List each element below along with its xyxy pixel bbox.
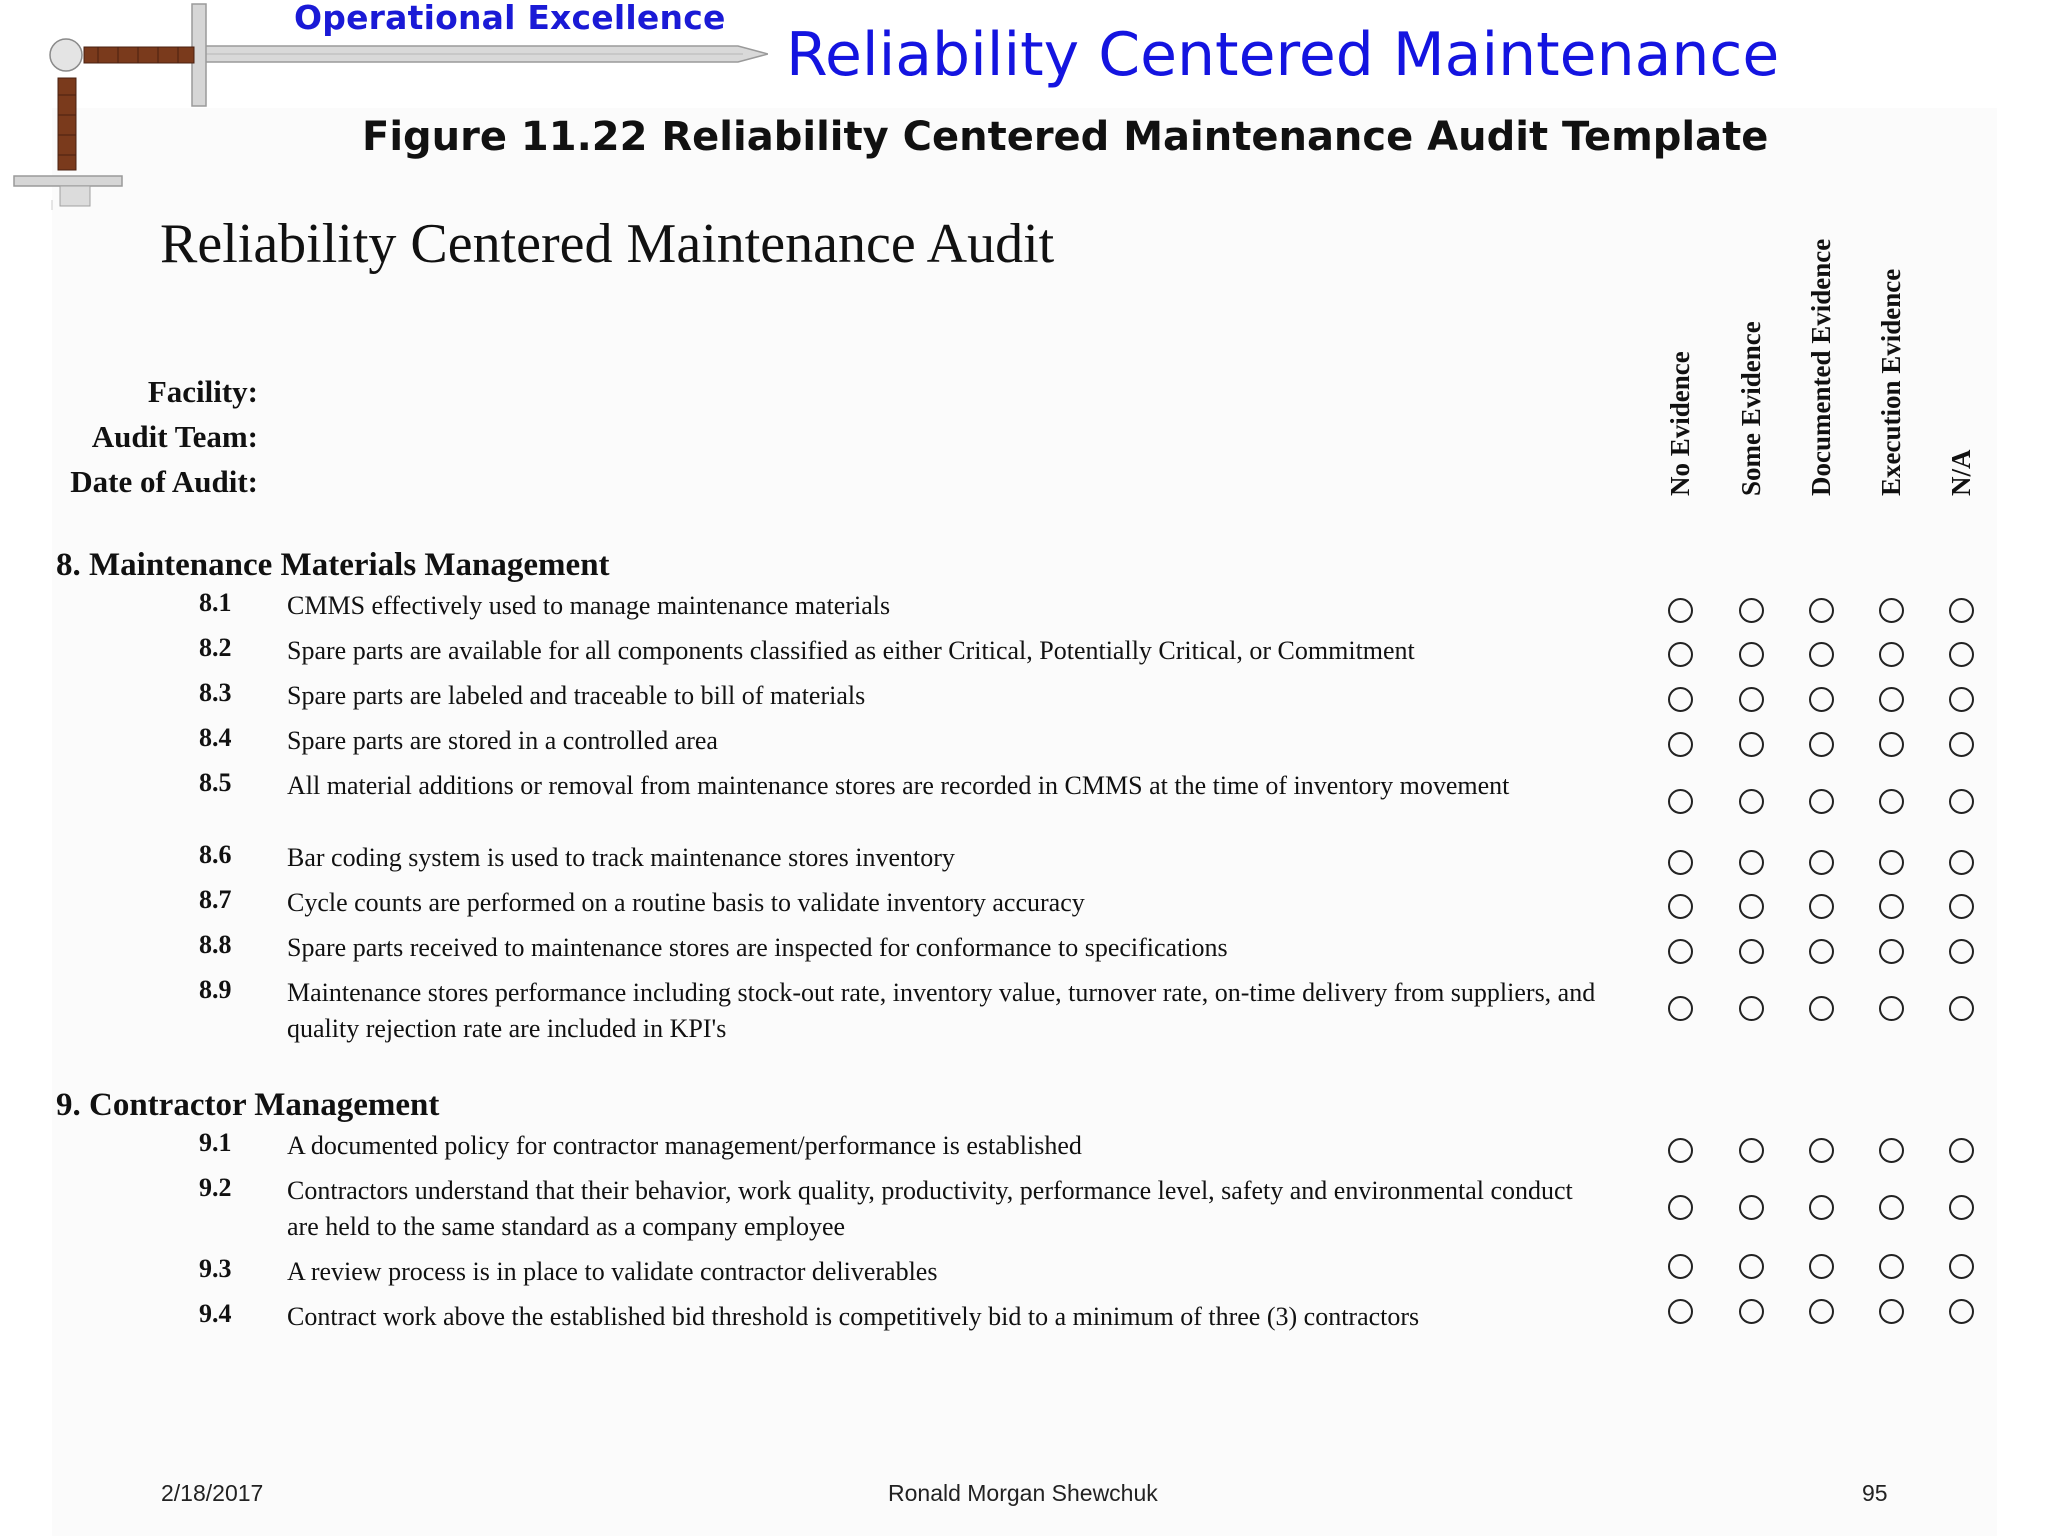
footer-page-number: 95	[1862, 1480, 1888, 1506]
item-number: 9.2	[199, 1173, 232, 1202]
radio-some-evidence[interactable]	[1739, 642, 1764, 667]
column-header-execution-evidence: Execution Evidence	[1876, 268, 1906, 496]
radio-na[interactable]	[1949, 687, 1974, 712]
item-number: 8.8	[199, 930, 232, 959]
audit-title: Reliability Centered Maintenance Audit	[160, 213, 1055, 275]
radio-execution-evidence[interactable]	[1879, 1254, 1904, 1279]
radio-no-evidence[interactable]	[1668, 732, 1693, 757]
footer-date: 2/18/2017	[161, 1480, 264, 1506]
radio-no-evidence[interactable]	[1668, 598, 1693, 623]
radio-no-evidence[interactable]	[1668, 939, 1693, 964]
radio-some-evidence[interactable]	[1739, 598, 1764, 623]
radio-some-evidence[interactable]	[1739, 687, 1764, 712]
radio-documented-evidence[interactable]	[1809, 1254, 1834, 1279]
item-number: 9.3	[199, 1254, 232, 1283]
column-header-na: N/A	[1946, 449, 1976, 496]
date-of-audit-label: Date of Audit:	[70, 464, 258, 499]
radio-na[interactable]	[1949, 1138, 1974, 1163]
item-text: Maintenance stores performance including stock-out rate, inventory value, turnover rate, on-time delivery from suppliers, and quality rejection rate are included in KPI's	[287, 978, 1596, 1043]
radio-documented-evidence[interactable]	[1809, 598, 1834, 623]
radio-no-evidence[interactable]	[1668, 687, 1693, 712]
radio-na[interactable]	[1949, 732, 1974, 757]
facility-label: Facility:	[147, 374, 258, 409]
radio-some-evidence[interactable]	[1739, 894, 1764, 919]
radio-documented-evidence[interactable]	[1809, 1299, 1834, 1324]
item-number: 8.5	[199, 768, 232, 797]
radio-no-evidence[interactable]	[1668, 850, 1693, 875]
radio-execution-evidence[interactable]	[1879, 598, 1904, 623]
brand-title: Operational Excellence	[294, 0, 726, 37]
item-text: Spare parts are available for all components classified as either Critical, Potentially Critical, or Commitment	[287, 636, 1415, 665]
item-text: Spare parts are stored in a controlled area	[287, 726, 718, 755]
item-text: Contract work above the established bid threshold is competitively bid to a minimum of three (3) contractors	[287, 1302, 1420, 1331]
radio-no-evidence[interactable]	[1668, 1254, 1693, 1279]
radio-no-evidence[interactable]	[1668, 996, 1693, 1021]
radio-na[interactable]	[1949, 598, 1974, 623]
radio-na[interactable]	[1949, 996, 1974, 1021]
item-text: Contractors understand that their behavior, work quality, productivity, performance level, safety and environmental conduct are held to the same standard as a company employee	[287, 1176, 1573, 1241]
item-text: All material additions or removal from maintenance stores are recorded in CMMS at the time of inventory movement	[287, 771, 1510, 800]
radio-no-evidence[interactable]	[1668, 789, 1693, 814]
radio-documented-evidence[interactable]	[1809, 789, 1834, 814]
radio-documented-evidence[interactable]	[1809, 1138, 1834, 1163]
section-heading: 8. Maintenance Materials Management	[56, 547, 610, 583]
radio-na[interactable]	[1949, 894, 1974, 919]
column-header-documented-evidence: Documented Evidence	[1806, 238, 1836, 496]
item-text: A review process is in place to validate contractor deliverables	[287, 1257, 938, 1286]
item-number: 8.9	[199, 975, 232, 1004]
radio-some-evidence[interactable]	[1739, 1195, 1764, 1220]
item-number: 9.1	[199, 1128, 232, 1157]
item-text: CMMS effectively used to manage maintenance materials	[287, 591, 891, 620]
item-number: 9.4	[199, 1299, 232, 1328]
radio-na[interactable]	[1949, 850, 1974, 875]
radio-documented-evidence[interactable]	[1809, 1195, 1834, 1220]
radio-documented-evidence[interactable]	[1809, 894, 1834, 919]
radio-na[interactable]	[1949, 642, 1974, 667]
section-heading: 9. Contractor Management	[56, 1087, 440, 1123]
radio-execution-evidence[interactable]	[1879, 939, 1904, 964]
item-number: 8.7	[199, 885, 232, 914]
radio-na[interactable]	[1949, 1299, 1974, 1324]
radio-documented-evidence[interactable]	[1809, 642, 1834, 667]
radio-na[interactable]	[1949, 789, 1974, 814]
radio-some-evidence[interactable]	[1739, 732, 1764, 757]
radio-some-evidence[interactable]	[1739, 789, 1764, 814]
item-number: 8.2	[199, 633, 232, 662]
radio-execution-evidence[interactable]	[1879, 642, 1904, 667]
radio-execution-evidence[interactable]	[1879, 789, 1904, 814]
slide-title: Reliability Centered Maintenance	[786, 20, 1780, 90]
item-number: 8.1	[199, 588, 232, 617]
radio-execution-evidence[interactable]	[1879, 1299, 1904, 1324]
column-header-no-evidence: No Evidence	[1665, 351, 1695, 496]
audit-team-label: Audit Team:	[91, 419, 258, 454]
radio-some-evidence[interactable]	[1739, 1138, 1764, 1163]
radio-execution-evidence[interactable]	[1879, 894, 1904, 919]
radio-no-evidence[interactable]	[1668, 1299, 1693, 1324]
item-text: Bar coding system is used to track maintenance stores inventory	[287, 843, 955, 872]
radio-no-evidence[interactable]	[1668, 1195, 1693, 1220]
radio-documented-evidence[interactable]	[1809, 939, 1834, 964]
radio-documented-evidence[interactable]	[1809, 687, 1834, 712]
radio-no-evidence[interactable]	[1668, 642, 1693, 667]
item-number: 8.6	[199, 840, 232, 869]
radio-execution-evidence[interactable]	[1879, 687, 1904, 712]
column-header-some-evidence: Some Evidence	[1736, 321, 1766, 496]
item-number: 8.4	[199, 723, 232, 752]
radio-documented-evidence[interactable]	[1809, 732, 1834, 757]
radio-execution-evidence[interactable]	[1879, 850, 1904, 875]
radio-documented-evidence[interactable]	[1809, 850, 1834, 875]
radio-documented-evidence[interactable]	[1809, 996, 1834, 1021]
radio-some-evidence[interactable]	[1739, 939, 1764, 964]
radio-some-evidence[interactable]	[1739, 1254, 1764, 1279]
radio-execution-evidence[interactable]	[1879, 1195, 1904, 1220]
item-text: Spare parts are labeled and traceable to bill of materials	[287, 681, 866, 710]
item-text: A documented policy for contractor management/performance is established	[287, 1131, 1082, 1160]
radio-some-evidence[interactable]	[1739, 996, 1764, 1021]
item-text: Cycle counts are performed on a routine basis to validate inventory accuracy	[287, 888, 1085, 917]
radio-execution-evidence[interactable]	[1879, 732, 1904, 757]
radio-no-evidence[interactable]	[1668, 1138, 1693, 1163]
radio-na[interactable]	[1949, 1254, 1974, 1279]
radio-na[interactable]	[1949, 939, 1974, 964]
item-text: Spare parts received to maintenance stores are inspected for conformance to specifications	[287, 933, 1228, 962]
radio-na[interactable]	[1949, 1195, 1974, 1220]
item-number: 8.3	[199, 678, 232, 707]
radio-execution-evidence[interactable]	[1879, 1138, 1904, 1163]
radio-some-evidence[interactable]	[1739, 1299, 1764, 1324]
radio-no-evidence[interactable]	[1668, 894, 1693, 919]
footer-author: Ronald Morgan Shewchuk	[888, 1480, 1158, 1506]
figure-caption: Figure 11.22 Reliability Centered Maintenance Audit Template	[362, 114, 1769, 160]
radio-execution-evidence[interactable]	[1879, 996, 1904, 1021]
radio-some-evidence[interactable]	[1739, 850, 1764, 875]
